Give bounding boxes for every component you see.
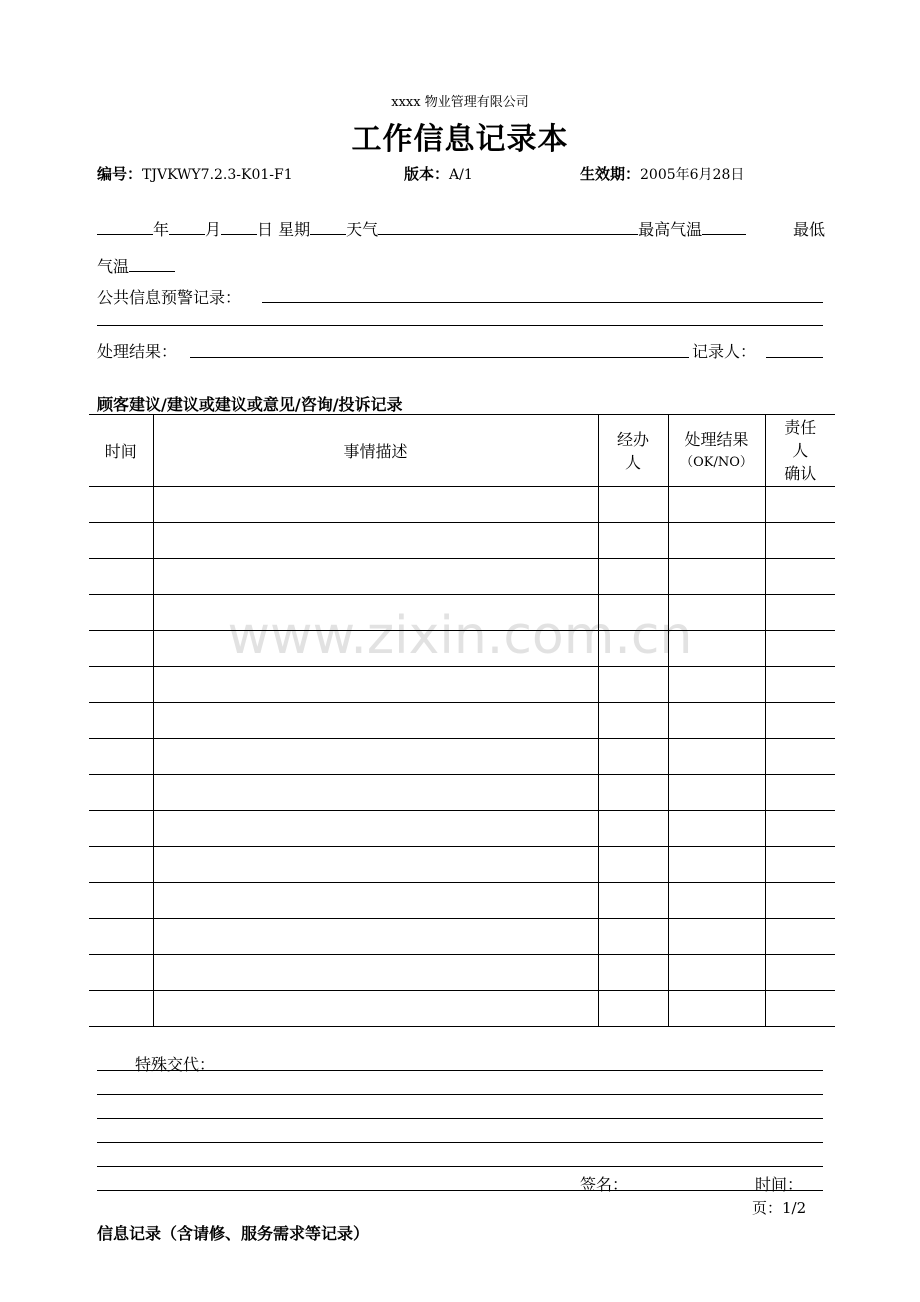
table-row [89, 955, 835, 991]
table-row [89, 703, 835, 739]
cell-resp[interactable] [765, 883, 835, 919]
cell-desc[interactable] [153, 991, 598, 1027]
cell-time[interactable] [89, 775, 153, 811]
doc-version [404, 163, 473, 184]
min-temp-label-a: 最低 [793, 220, 826, 239]
cell-desc[interactable] [153, 739, 598, 775]
col-handler-line-1: 经办 [616, 429, 649, 449]
table-row [89, 487, 835, 523]
cell-desc[interactable] [153, 703, 598, 739]
cell-result[interactable] [668, 739, 765, 775]
cell-resp[interactable] [765, 847, 835, 883]
cell-time[interactable] [89, 883, 153, 919]
cell-handler[interactable] [598, 667, 668, 703]
cell-handler[interactable] [598, 919, 668, 955]
cell-desc[interactable] [153, 667, 598, 703]
cell-desc[interactable] [153, 955, 598, 991]
min-temp-label-b: 气温 [97, 257, 130, 276]
cell-resp[interactable] [765, 991, 835, 1027]
cell-time[interactable] [89, 487, 153, 523]
weather-blank[interactable] [378, 220, 638, 235]
weekday-blank[interactable] [310, 220, 346, 235]
section-title: 顾客建议/建议或建议或意见/咨询/投诉记录 [97, 395, 403, 414]
cell-desc[interactable] [153, 775, 598, 811]
cell-result[interactable] [668, 919, 765, 955]
table-row [89, 883, 835, 919]
day-weekday-label: 日 星期 [257, 220, 311, 239]
table-row [89, 595, 835, 631]
time-label: 时间： [755, 1175, 804, 1194]
table-row [89, 523, 835, 559]
result-line[interactable] [190, 357, 689, 358]
cell-time[interactable] [89, 991, 153, 1027]
cell-resp[interactable] [765, 559, 835, 595]
table-row [89, 559, 835, 595]
cell-time[interactable] [89, 667, 153, 703]
page-title: 工作信息记录本 [351, 122, 569, 157]
cell-resp[interactable] [765, 811, 835, 847]
cell-handler[interactable] [598, 631, 668, 667]
cell-handler[interactable] [598, 775, 668, 811]
day-blank[interactable] [221, 220, 257, 235]
cell-time[interactable] [89, 703, 153, 739]
cell-result[interactable] [668, 595, 765, 631]
year-blank[interactable] [97, 220, 153, 235]
col-resp-line-3: 确认 [784, 464, 817, 483]
cell-result[interactable] [668, 883, 765, 919]
special-line-4[interactable] [97, 1142, 823, 1143]
col-handler-line-2: 人 [624, 452, 641, 472]
col-desc-header: 事情描述 [153, 415, 598, 487]
col-result-line-1: 处理结果 [684, 429, 749, 449]
footer-title: 信息记录（含请修、服务需求等记录） [97, 1224, 370, 1243]
cell-resp[interactable] [765, 667, 835, 703]
result-label: 处理结果： [97, 342, 178, 361]
cell-result[interactable] [668, 667, 765, 703]
table-row [89, 631, 835, 667]
cell-handler[interactable] [598, 487, 668, 523]
table-row [89, 919, 835, 955]
doc-effective-value: 2005年6月28日 [640, 167, 745, 183]
table-row [89, 775, 835, 811]
cell-resp[interactable] [765, 919, 835, 955]
table-row [89, 739, 835, 775]
date-weather-line [97, 217, 746, 240]
page-number: 页：1/2 [752, 1199, 807, 1217]
cell-time[interactable] [89, 559, 153, 595]
cell-time[interactable] [89, 523, 153, 559]
cell-resp[interactable] [765, 775, 835, 811]
cell-desc[interactable] [153, 559, 598, 595]
doc-version-value: A/1 [449, 167, 473, 183]
cell-result[interactable] [668, 523, 765, 559]
col-result-line-2: （OK/NO） [680, 454, 753, 470]
table-header-row [89, 415, 835, 487]
col-handler-header [598, 415, 668, 487]
doc-version-label: 版本： [404, 165, 450, 183]
public-warning-line-1[interactable] [262, 302, 823, 303]
cell-time[interactable] [89, 595, 153, 631]
max-temp-blank[interactable] [702, 220, 746, 235]
cell-handler[interactable] [598, 847, 668, 883]
records-table [89, 414, 835, 1027]
table-row [89, 667, 835, 703]
table-row [89, 847, 835, 883]
cell-desc[interactable] [153, 883, 598, 919]
cell-time[interactable] [89, 919, 153, 955]
special-line-1[interactable] [97, 1070, 823, 1071]
cell-handler[interactable] [598, 595, 668, 631]
recorder-line[interactable] [766, 357, 823, 358]
cell-time[interactable] [89, 739, 153, 775]
cell-result[interactable] [668, 703, 765, 739]
cell-time[interactable] [89, 811, 153, 847]
cell-resp[interactable] [765, 595, 835, 631]
table-row [89, 991, 835, 1027]
cell-result[interactable] [668, 955, 765, 991]
max-temp-label: 最高气温 [638, 220, 703, 239]
sign-line[interactable] [97, 1190, 823, 1191]
cell-result[interactable] [668, 991, 765, 1027]
cell-resp[interactable] [765, 523, 835, 559]
cell-handler[interactable] [598, 739, 668, 775]
cell-desc[interactable] [153, 595, 598, 631]
cell-desc[interactable] [153, 523, 598, 559]
col-time-header: 时间 [89, 415, 153, 487]
cell-time[interactable] [89, 847, 153, 883]
cell-handler[interactable] [598, 883, 668, 919]
special-label: 特殊交代： [135, 1055, 216, 1074]
cell-result[interactable] [668, 487, 765, 523]
cell-result[interactable] [668, 847, 765, 883]
cell-time[interactable] [89, 955, 153, 991]
cell-resp[interactable] [765, 739, 835, 775]
cell-resp[interactable] [765, 631, 835, 667]
weather-label: 天气 [346, 220, 379, 239]
col-result-header [668, 415, 765, 487]
cell-resp[interactable] [765, 703, 835, 739]
cell-result[interactable] [668, 559, 765, 595]
cell-resp[interactable] [765, 487, 835, 523]
cell-handler[interactable] [598, 523, 668, 559]
cell-handler[interactable] [598, 955, 668, 991]
doc-code-value: TJVKWY7.2.3-K01-F1 [142, 167, 293, 183]
cell-desc[interactable] [153, 811, 598, 847]
cell-resp[interactable] [765, 955, 835, 991]
public-warning-label: 公共信息预警记录： [97, 288, 242, 307]
col-resp-header [765, 415, 835, 487]
min-temp-line [97, 254, 175, 277]
cell-desc[interactable] [153, 631, 598, 667]
public-warning-line-2[interactable] [97, 325, 823, 326]
special-line-2[interactable] [97, 1094, 823, 1095]
watermark: www.zixin.com.cn [227, 606, 693, 666]
cell-desc[interactable] [153, 919, 598, 955]
year-label: 年 [153, 220, 170, 239]
cell-handler[interactable] [598, 991, 668, 1027]
cell-result[interactable] [668, 811, 765, 847]
col-resp-line-2: 人 [792, 441, 809, 460]
month-blank[interactable] [169, 220, 205, 235]
doc-code-label: 编号： [97, 165, 143, 183]
cell-handler[interactable] [598, 559, 668, 595]
doc-effective-date [580, 163, 744, 184]
table-row [89, 811, 835, 847]
cell-result[interactable] [668, 631, 765, 667]
min-temp-blank[interactable] [129, 257, 175, 272]
cell-handler[interactable] [598, 703, 668, 739]
month-label: 月 [205, 220, 222, 239]
sign-label: 签名： [580, 1175, 629, 1194]
doc-code [97, 163, 293, 184]
special-line-3[interactable] [97, 1118, 823, 1119]
company-name: xxxx 物业管理有限公司 [391, 95, 529, 110]
cell-time[interactable] [89, 631, 153, 667]
cell-result[interactable] [668, 775, 765, 811]
doc-effective-label: 生效期： [580, 165, 641, 183]
cell-desc[interactable] [153, 487, 598, 523]
special-line-5[interactable] [97, 1166, 823, 1167]
cell-desc[interactable] [153, 847, 598, 883]
recorder-label: 记录人： [692, 342, 757, 361]
table-body [89, 487, 835, 1027]
cell-handler[interactable] [598, 811, 668, 847]
col-resp-line-1: 责任 [784, 418, 817, 437]
